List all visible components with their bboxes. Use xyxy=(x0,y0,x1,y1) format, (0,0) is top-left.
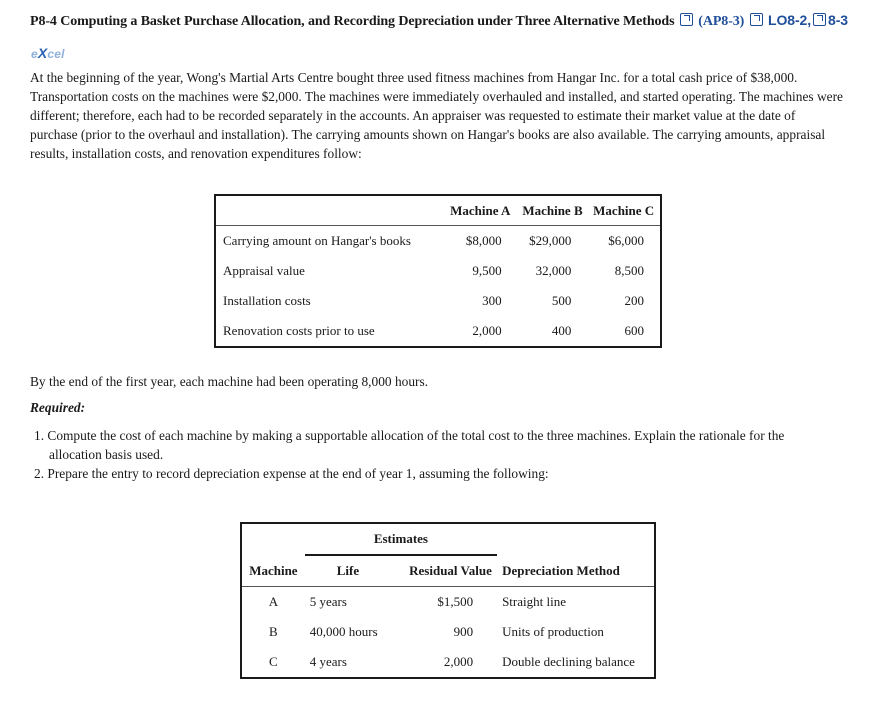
table-cell: 400 xyxy=(551,323,572,338)
table-cell: Double declining balance xyxy=(502,653,635,669)
table-cell: 600 xyxy=(624,323,644,338)
table-cell: 2,000 xyxy=(472,323,502,338)
learning-objective-ref-2[interactable]: 8-3 xyxy=(828,12,848,28)
row-label: Appraisal value xyxy=(215,256,443,286)
table-row xyxy=(215,256,661,286)
required-label: Required: xyxy=(30,400,86,415)
alt-problem-ref[interactable]: (AP8-3) xyxy=(698,14,745,29)
excel-logo-icon: X xyxy=(37,45,48,61)
table-cell: B xyxy=(269,623,278,639)
table-cell: 200 xyxy=(624,293,644,308)
col-header: Machine B xyxy=(522,202,583,218)
table-cell: $1,500 xyxy=(404,587,497,617)
list-item: 1. Compute the cost of each machine by making a supportable allocation of the total cost to the three machines. Explain the rationale for the allocation basis used. xyxy=(34,428,785,462)
table-cell: 5 years xyxy=(305,587,404,617)
table-cell: 40,000 hours xyxy=(309,623,378,639)
col-header: Residual Value xyxy=(409,563,492,579)
table-row xyxy=(241,587,655,617)
table-cell: A xyxy=(241,587,305,617)
machine-costs-table xyxy=(214,194,662,348)
problem-title xyxy=(30,12,848,30)
external-link-icon[interactable] xyxy=(813,13,826,26)
table-cell: Units of production xyxy=(502,623,604,639)
table-cell: 300 xyxy=(482,293,502,308)
intro-paragraph: At the beginning of the year, Wong's Martial Arts Centre bought three used fitness machines from Hangar Inc. for a total cash price of $38,000. Transportation costs on the machines were $2,000. The machines were immediately overhauled and installed, and started operating. The machines were different; therefore, each had to be recorded separately in the accounts. An appraiser was requested to estimate their market value at the date of purchase (prior to the overhaul and installation). The carrying amounts shown on Hangar's books are also available. The carrying amounts, appraisal results, installation costs, and renovation expenditures follow: xyxy=(30,70,843,161)
col-header: Life xyxy=(336,563,360,579)
external-link-icon[interactable] xyxy=(680,13,693,26)
table-spacer xyxy=(241,523,305,555)
table-cell: 32,000 xyxy=(535,263,572,278)
row-label: Carrying amount on Hangar's books xyxy=(215,226,443,257)
excel-badge-text: cel xyxy=(47,47,65,61)
table-row xyxy=(215,316,661,347)
list-item: 2. Prepare the entry to record depreciation expense at the end of year 1, assuming the following: xyxy=(34,466,549,481)
table-cell: 8,500 xyxy=(614,263,644,278)
operating-hours-note: By the end of the first year, each machine had been operating 8,000 hours. xyxy=(30,374,429,389)
table-cell: $6,000 xyxy=(587,226,661,257)
col-header: Machine xyxy=(249,562,298,578)
row-label: Renovation costs prior to use xyxy=(215,316,443,347)
table-cell: $8,000 xyxy=(443,226,518,257)
table-cell: C xyxy=(269,653,278,669)
table-cell: 9,500 xyxy=(472,263,502,278)
problem-title-text: P8-4 Computing a Basket Purchase Allocation, and Recording Depreciation under Three Alternative Methods xyxy=(30,14,675,29)
excel-badge-prefix: e xyxy=(31,47,38,61)
estimates-group-header: Estimates xyxy=(305,523,497,555)
table-cell: 900 xyxy=(453,623,474,639)
col-header: Depreciation Method xyxy=(502,562,620,578)
table-row xyxy=(241,647,655,678)
table-row xyxy=(215,226,661,257)
table-cell: 2,000 xyxy=(443,653,474,669)
table-row xyxy=(215,286,661,316)
col-header: Machine A xyxy=(450,202,511,218)
requirements-list xyxy=(34,426,834,483)
learning-objective-ref[interactable]: LO8-2, xyxy=(768,12,812,28)
row-label: Installation costs xyxy=(215,286,443,316)
excel-badge xyxy=(31,45,65,61)
depreciation-estimates-table xyxy=(240,522,656,679)
external-link-icon[interactable] xyxy=(750,13,763,26)
table-row xyxy=(241,617,655,647)
table-spacer xyxy=(497,523,655,555)
table-cell: 4 years xyxy=(309,653,347,669)
table-corner xyxy=(215,195,443,226)
table-cell: 500 xyxy=(551,293,572,308)
table-cell: $29,000 xyxy=(518,226,588,257)
col-header: Machine C xyxy=(593,202,655,218)
table-cell: Straight line xyxy=(497,587,655,617)
